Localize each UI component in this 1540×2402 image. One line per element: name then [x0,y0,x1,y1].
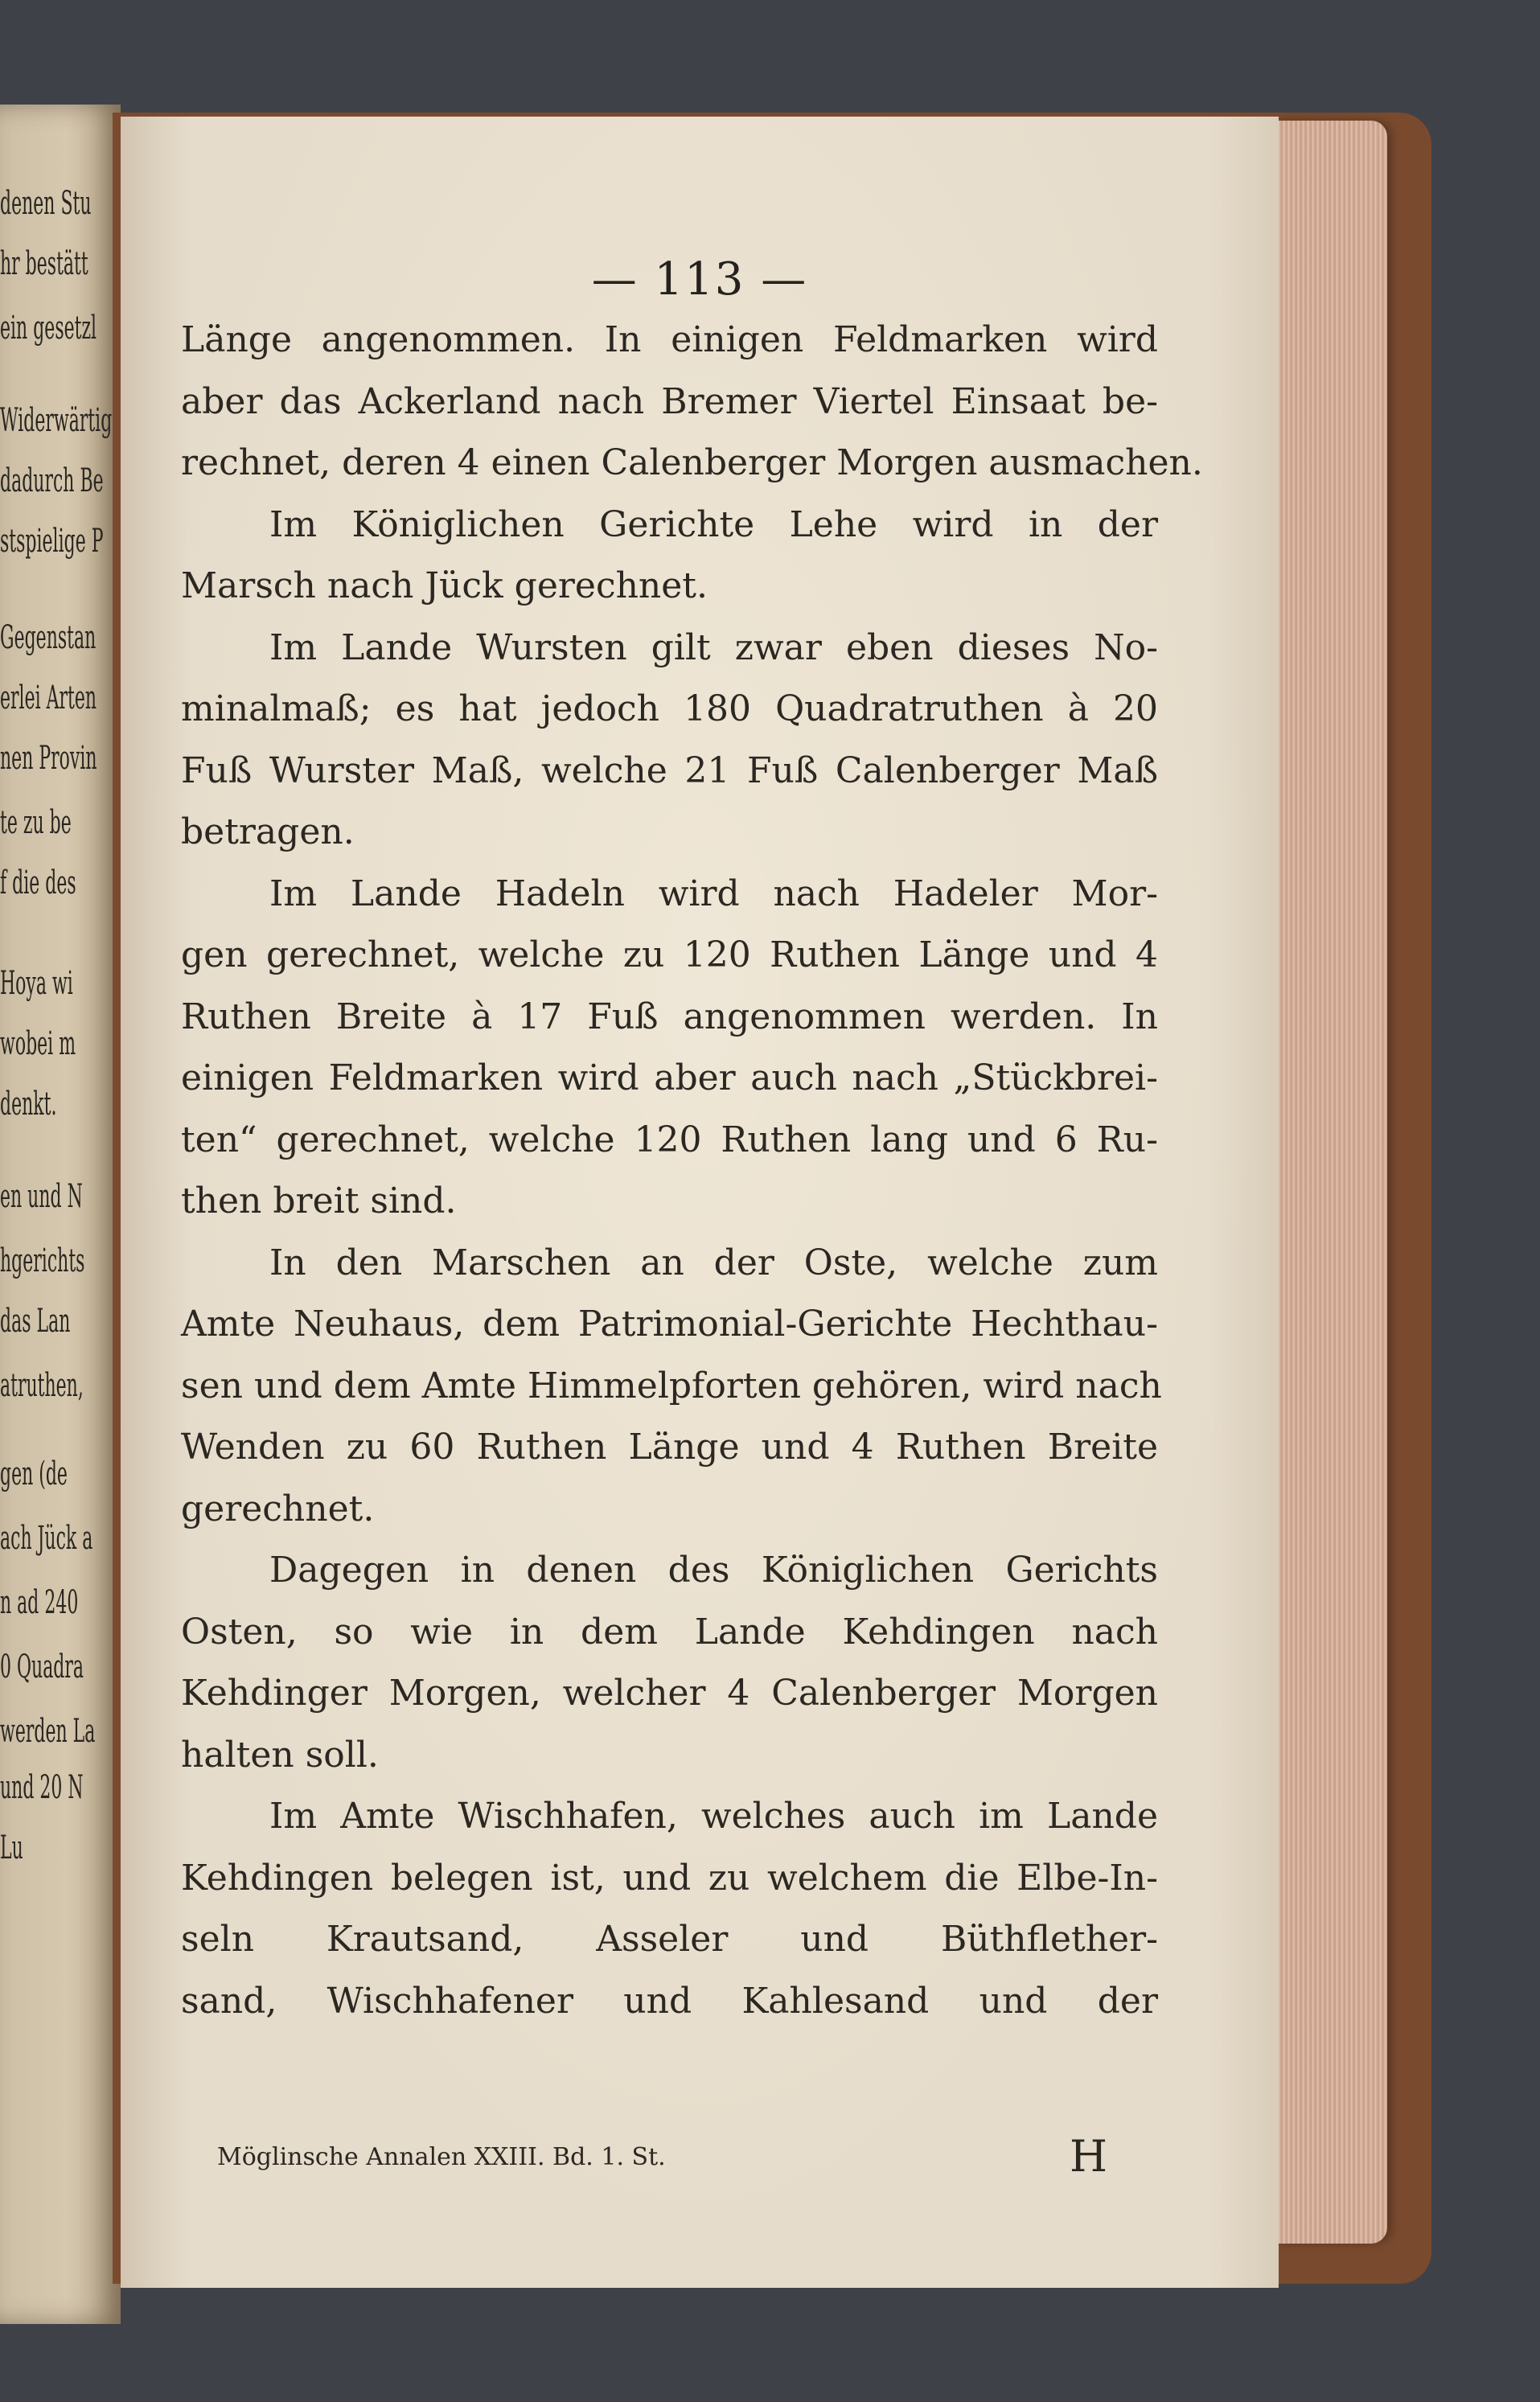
text-line: einigen Feldmarken wird aber auch nach „Stückbrei- [181,1057,1158,1098]
previous-page-text-fragment: n ad 240 [0,1584,79,1621]
text-line: In den Marschen an der Oste, welche zum [269,1242,1158,1283]
page-number: — 113 — [591,253,808,306]
previous-page-text-fragment: te zu be [0,804,72,841]
previous-page-text-fragment: Gegenstan [0,619,97,656]
text-line: Dagegen in denen des Königlichen Gerichts [269,1550,1158,1591]
text-line: ten“ gerechnet, welche 120 Ruthen lang und 6 Ru- [181,1119,1158,1160]
previous-page-text-fragment: hr bestätt [0,245,88,282]
text-line: Amte Neuhaus, dem Patrimonial-Gerichte Hechthau- [181,1304,1158,1345]
previous-page-text-fragment: wobei m [0,1025,76,1062]
text-line: rechnet, deren 4 einen Calenberger Morgen ausmachen. [181,442,1203,483]
previous-page-text-fragment: werden La [0,1713,96,1750]
text-line: seln Krautsand, Asseler und Büthflether- [181,1919,1158,1960]
printer-signature-line: Möglinsche Annalen XXIII. Bd. 1. St. [217,2143,666,2171]
text-line: Kehdingen belegen ist, und zu welchem die Elbe-In- [181,1857,1158,1899]
previous-page-text-fragment: nen Provin [0,740,97,777]
text-line: sand, Wischhafener und Kahlesand und der [181,1980,1158,2022]
text-line: Ruthen Breite à 17 Fuß angenommen werden. In [181,996,1158,1037]
text-line: Fuß Wurster Maß, welche 21 Fuß Calenberger Maß [181,749,1158,791]
previous-page-text-fragment: denen Stu [0,185,92,222]
previous-page-text-fragment: dadurch Be [0,462,104,499]
text-line: Marsch nach Jück gerechnet. [181,565,708,606]
text-line: Im Lande Wursten gilt zwar eben dieses No- [269,626,1158,668]
text-line: betragen. [181,811,355,852]
book-page [121,117,1279,2288]
text-line: Im Amte Wischhafen, welches auch im Lande [269,1796,1158,1837]
previous-page-text-fragment: Lu [0,1829,23,1866]
previous-page-text-fragment: Hoya wi [0,965,73,1002]
text-line: gerechnet. [181,1488,375,1529]
text-line: Im Lande Hadeln wird nach Hadeler Mor- [269,873,1158,914]
previous-page-text-fragment: ein gesetzl [0,310,97,347]
text-line: Kehdinger Morgen, welcher 4 Calenberger Morgen [181,1673,1158,1714]
page-text [181,310,1203,2032]
page-block-edge [1275,121,1387,2244]
previous-page-text-fragment: hgerichts [0,1242,85,1279]
text-line: minalmaß; es hat jedoch 180 Quadratruthen à 20 [181,688,1158,729]
previous-page-edge [0,105,121,2324]
text-line: Wenden zu 60 Ruthen Länge und 4 Ruthen Breite [181,1427,1158,1468]
previous-page-text-fragment: en und N [0,1178,83,1215]
gathering-signature-mark: H [1070,2131,1108,2182]
text-line: Osten, so wie in dem Lande Kehdingen nach [181,1611,1158,1653]
previous-page-text-fragment: denkt. [0,1086,57,1123]
previous-page-text-fragment: stspielige P [0,523,104,560]
text-line: aber das Ackerland nach Bremer Viertel Einsaat be- [181,380,1158,422]
previous-page-text-fragment: erlei Arten [0,680,97,716]
previous-page-text-fragment: das Lan [0,1303,71,1340]
text-line: Länge angenommen. In einigen Feldmarken wird [181,319,1158,360]
previous-page-text-fragment: atruthen, [0,1367,84,1404]
previous-page-text-fragment: f die des [0,864,76,901]
previous-page-text-fragment: und 20 N [0,1769,84,1806]
text-line: halten soll. [181,1734,379,1776]
previous-page-text-fragment: 0 Quadra [0,1649,84,1686]
previous-page-text-fragment: Widerwärtig [0,402,113,439]
text-line: Im Königlichen Gerichte Lehe wird in der [269,503,1158,545]
previous-page-text-fragment: ach Jück a [0,1520,93,1557]
text-line: gen gerechnet, welche zu 120 Ruthen Länge und 4 [181,934,1158,975]
text-line: then breit sind. [181,1180,457,1222]
previous-page-text-fragment: gen (de [0,1456,68,1493]
text-line: sen und dem Amte Himmelpforten gehören, wird nach [181,1365,1162,1406]
